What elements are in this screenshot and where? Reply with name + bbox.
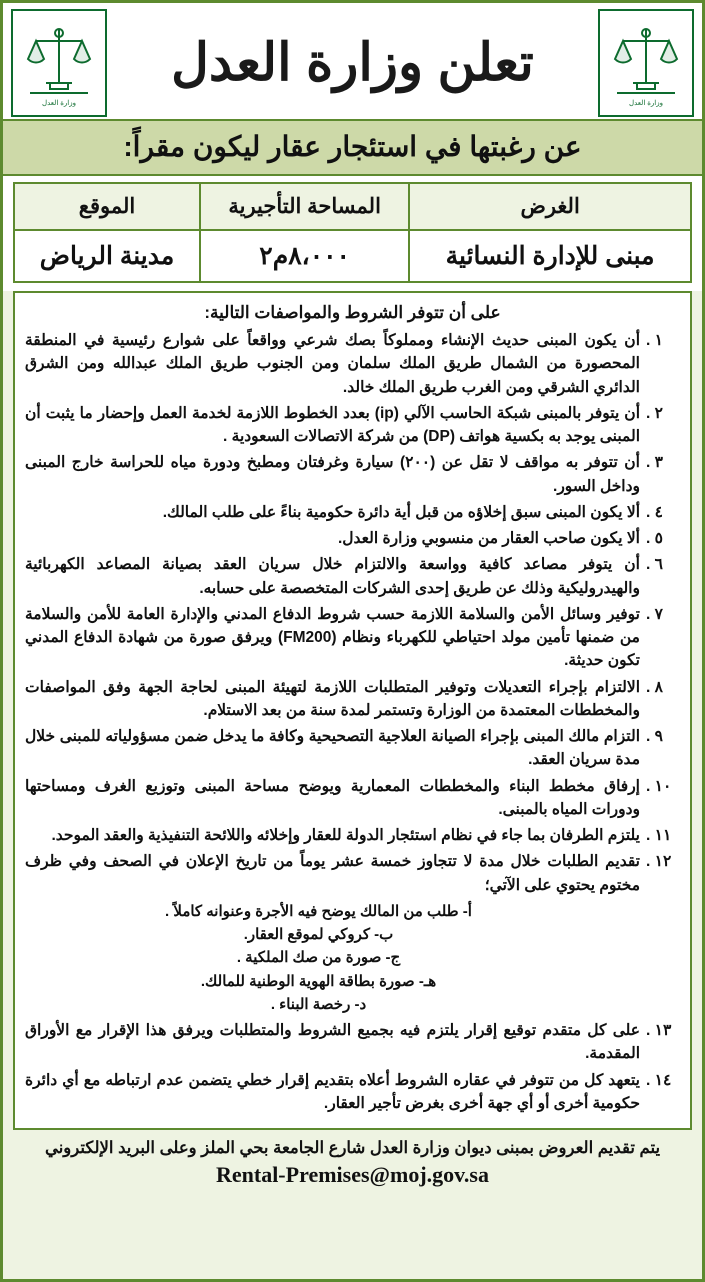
table-cell-location: مدينة الرياض — [14, 230, 200, 282]
item-number: ٣ . — [646, 454, 663, 472]
item-number: ١٠ . — [646, 777, 672, 795]
property-info-table — [13, 182, 692, 283]
table-header-row — [14, 183, 691, 230]
list-item: د- رخصة البناء . — [270, 995, 367, 1013]
list-item — [25, 553, 680, 600]
item-number: ١٢ . — [646, 853, 672, 871]
item-number: ٧ . — [646, 605, 663, 623]
item-text: إرفاق مخطط البناء والمخططات المعمارية ويوضح مساحة المبنى وتوزيع الغرف ومساحتها ودورات المياه بالمبنى. — [25, 777, 640, 818]
item-number: ٦ . — [646, 556, 663, 574]
list-item — [25, 501, 680, 524]
item-number: ٨ . — [646, 678, 663, 696]
item-text: أن يتوفر مصاعد كافية وواسعة والالتزام خلال سريان العقد بصيانة المصاعد الكهربائية والهيدروليكية وذلك عن طريق إحدى الشركات المتخصصة على حسابه. — [25, 556, 640, 597]
logo-caption: وزارة العدل — [42, 100, 76, 107]
item-number: ١٣ . — [646, 1022, 672, 1039]
item-number: ٥ . — [646, 530, 663, 547]
table-header-area: المساحة التأجيرية — [200, 183, 409, 230]
item-text: ألا يكون المبنى سبق إخلاؤه من قبل أية دائرة حكومية بناءً على طلب المالك. — [162, 503, 640, 521]
item-text: التزام مالك المبنى بإجراء الصيانة العلاجية التصحيحية وكافة ما يدخل ضمن مسؤولياته للمبنى خلال مدة سريان العقد. — [25, 728, 640, 769]
item-text: الالتزام بإجراء التعديلات وتوفير المتطلبات اللازمة لتهيئة المبنى لحاجة الجهة وفق المواصفات والمخططات المعتمدة من الوزارة وتستمر لمدة سنة من بعد الاستلام. — [25, 678, 640, 719]
list-item — [25, 850, 680, 1016]
item-number: ١١ . — [646, 827, 672, 844]
page-title: تعلن وزارة العدل — [171, 33, 534, 92]
page-header — [3, 3, 702, 119]
table-header-purpose: الغرض — [409, 183, 691, 230]
list-item — [25, 775, 680, 822]
item-text: أن تتوفر به مواقف لا تقل عن (٢٠٠) سيارة وغرفتان ومطبخ ودورة مياه للحراسة خارج المبنى وداخل السور. — [25, 454, 640, 495]
list-item — [25, 1069, 680, 1116]
item-text: على كل متقدم توقيع إقرار يلتزم فيه بجميع الشروط والمتطلبات ويرفق هذا الإقرار مع الأوراق المقدمة. — [25, 1022, 640, 1063]
list-item — [25, 527, 680, 550]
item-number: ٢ . — [646, 404, 663, 422]
list-item — [25, 603, 680, 673]
item-number: ١٤ . — [646, 1071, 672, 1089]
conditions-title: على أن تتوفر الشروط والمواصفات التالية: — [204, 303, 501, 322]
ministry-logo-right — [598, 9, 694, 117]
table-header-location: الموقع — [14, 183, 200, 230]
item-text: توفير وسائل الأمن والسلامة اللازمة حسب شروط الدفاع المدني والإدارة العامة للأمن والسلامة من ضمنها تأمين مولد احتياطي للكهرباء ونظام (FM200) ويرفق صورة من شهادة الدفاع المدني تكون حديثة. — [25, 605, 640, 670]
list-item — [25, 402, 680, 449]
info-table-wrapper — [3, 176, 702, 291]
item-text: يلتزم الطرفان بما جاء في نظام استئجار الدولة للعقار وإخلائه واللائحة التنفيذية والعقد الموحد. — [51, 827, 640, 844]
table-row — [14, 230, 691, 282]
table-cell-purpose: مبنى للإدارة النسائية — [409, 230, 691, 282]
item-text: ألا يكون صاحب العقار من منسوبي وزارة العدل. — [337, 530, 640, 547]
scales-of-justice-icon — [24, 19, 94, 97]
item-text: أن يتوفر بالمبنى شبكة الحاسب الآلي (ip) بعدد الخطوط اللازمة لخدمة العمل وإحضار ما يثبت أن المبنى يوجد به بكسية هواتف (DP) من شركة الاتصالات السعودية . — [25, 404, 640, 445]
item-text: أن يكون المبنى حديث الإنشاء ومملوكاً بصك شرعي وواقعاً على شوارع رئيسية في المنطقة المحصورة من الشمال طريق الملك سلمان ومن الجنوب طريق الملك عبدالله ومن الشرق الدائري الشرقي ومن الغرب طريق الملك خالد. — [25, 332, 640, 396]
item-text: يتعهد كل من تتوفر في عقاره الشروط أعلاه بتقديم إقرار خطي يتضمن عدم ارتباطه مع أي دائرة حكومية أخرى أو أي جهة أخرى بغرض تأجير العقار. — [25, 1071, 640, 1112]
list-item — [25, 1019, 680, 1066]
contact-email[interactable]: Rental-Premises@moj.gov.sa — [215, 1162, 489, 1187]
conditions-list — [25, 329, 680, 1115]
footer-submission-note: يتم تقديم العروض بمبنى ديوان وزارة العدل شارع الجامعة بحي الملز وعلى البريد الإلكتروني — [44, 1139, 661, 1157]
list-item — [25, 824, 680, 847]
table-cell-area: ٨،٠٠٠م٢ — [200, 230, 409, 282]
item-number: ٤ . — [646, 503, 663, 521]
list-item — [25, 451, 680, 498]
list-item: ج- صورة من صك الملكية . — [236, 949, 401, 967]
item-text: تقديم الطلبات خلال مدة لا تتجاوز خمسة عشر يوماً من تاريخ الإعلان في الصحف وفي ظرف مختوم يحتوي على الآتي؛ — [25, 853, 640, 894]
page-subtitle: عن رغبتها في استئجار عقار ليكون مقراً: — [3, 119, 702, 176]
conditions-section — [13, 291, 692, 1130]
item-number: ٩ . — [646, 728, 663, 745]
list-item: هـ- صورة بطاقة الهوية الوطنية للمالك. — [200, 972, 437, 990]
ministry-logo-left — [11, 9, 107, 117]
item-number: ١ . — [646, 332, 663, 349]
scales-of-justice-icon — [611, 19, 681, 97]
page-footer — [3, 1130, 702, 1194]
list-item: ب- كروكي لموقع العقار. — [243, 926, 394, 943]
logo-caption: وزارة العدل — [629, 100, 663, 107]
item-text-group — [25, 850, 640, 1016]
list-item — [25, 725, 680, 772]
list-item: أ- طلب من المالك يوضح فيه الأجرة وعنوانه كاملاً . — [165, 902, 472, 920]
sub-items-list — [25, 900, 640, 1016]
list-item — [25, 329, 680, 399]
list-item — [25, 676, 680, 723]
